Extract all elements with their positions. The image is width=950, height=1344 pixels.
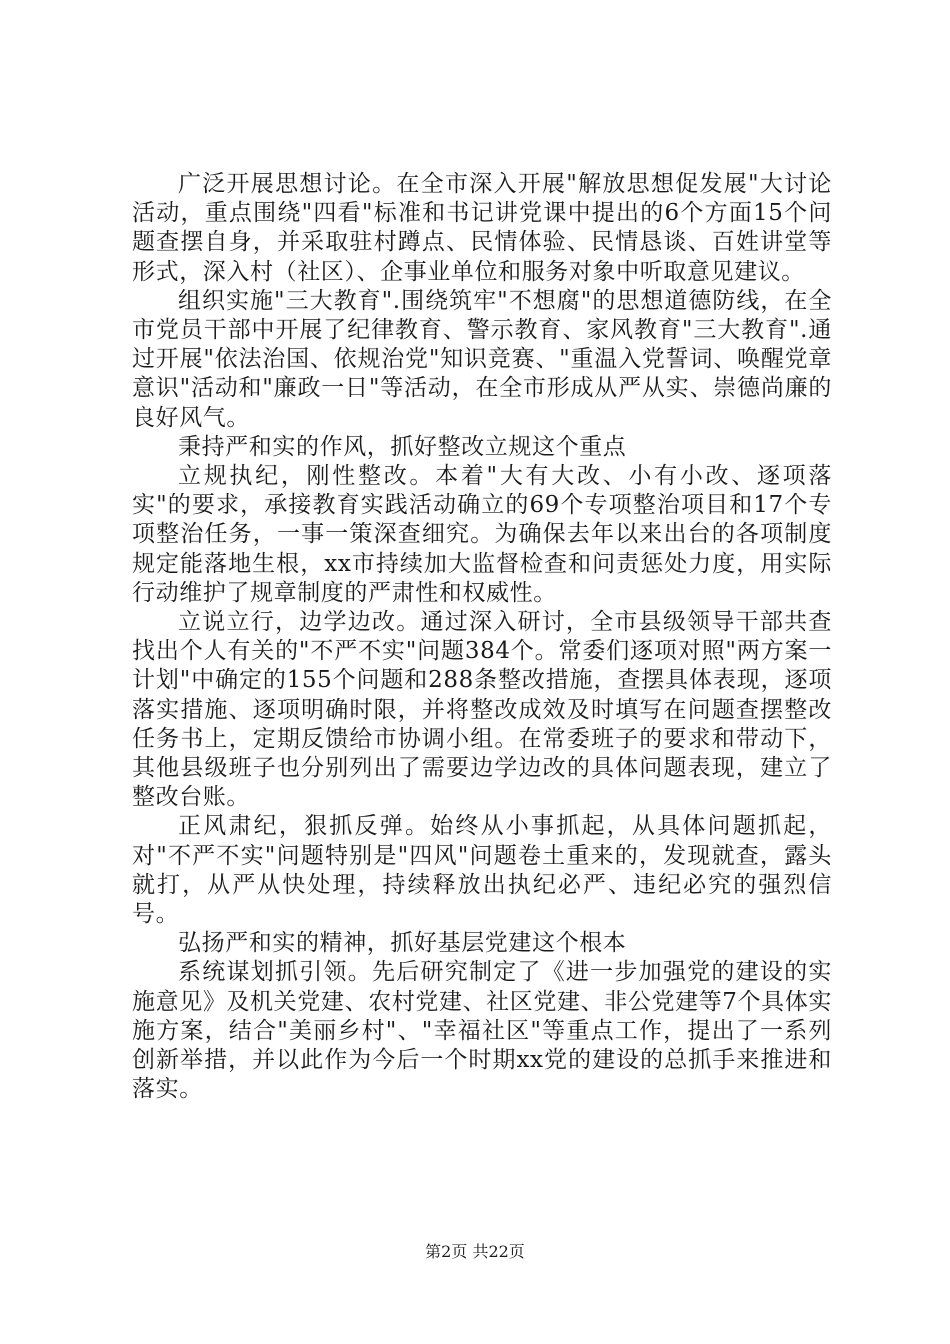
paragraph: 立说立行，边学边改。通过深入研讨，全市县级领导干部共查找出个人有关的"不严不实"问题384个。常委们逐项对照"两方案一计划"中确定的155个问题和288条整改措施，查摆具体表现，逐项落实措施、逐项明确时限，并将整改成效及时填写在问题查摆整改任务书上，定期反馈给市协调小组。在常委班子的要求和带动下，其他县级班子也分别列出了需要边学边改的具体问题表现，建立了整改台账。 — [132, 609, 832, 811]
paragraph: 正风肃纪，狠抓反弹。始终从小事抓起，从具体问题抓起，对"不严不实"问题特别是"四风"问题卷土重来的，发现就查，露头就打，从严从快处理，持续释放出执纪必严、违纪必究的强烈信号。 — [132, 813, 832, 928]
document-body — [132, 170, 832, 1105]
paragraph: 组织实施"三大教育".围绕筑牢"不想腐"的思想道德防线，在全市党员干部中开展了纪律教育、警示教育、家风教育"三大教育".通过开展"依法治国、依规治党"知识竞赛、"重温入党誓词、唤醒党章意识"活动和"廉政一日"等活动，在全市形成从严从实、崇德尚廉的良好风气。 — [132, 287, 832, 431]
section-heading: 秉持严和实的作风，抓好整改立规这个重点 — [178, 433, 627, 460]
paragraph: 立规执纪，刚性整改。本着"大有大改、小有小改、逐项落实"的要求，承接教育实践活动确立的69个专项整治项目和17个专项整治任务，一事一策深查细究。为确保去年以来出台的各项制度规定能落地生根，xx市持续加大监督检查和问责惩处力度，用实际行动维护了规章制度的严肃性和权威性。 — [132, 463, 832, 606]
page-number: 第2页 共22页 — [425, 1242, 525, 1261]
paragraph: 广泛开展思想讨论。在全市深入开展"解放思想促发展"大讨论活动，重点围绕"四看"标准和书记讲党课中提出的6个方面15个问题查摆自身，并采取驻村蹲点、民情体验、民情恳谈、百姓讲堂等形式，深入村（社区）、企事业单位和服务对象中听取意见建议。 — [132, 171, 832, 285]
paragraph: 系统谋划抓引领。先后研究制定了《进一步加强党的建设的实施意见》及机关党建、农村党建、社区党建、非公党建等7个具体实施方案，结合"美丽乡村"、"幸福社区"等重点工作，提出了一系列创新举措，并以此作为今后一个时期xx党的建设的总抓手来推进和落实。 — [132, 959, 832, 1103]
section-heading: 弘扬严和实的精神，抓好基层党建这个根本 — [178, 930, 627, 957]
